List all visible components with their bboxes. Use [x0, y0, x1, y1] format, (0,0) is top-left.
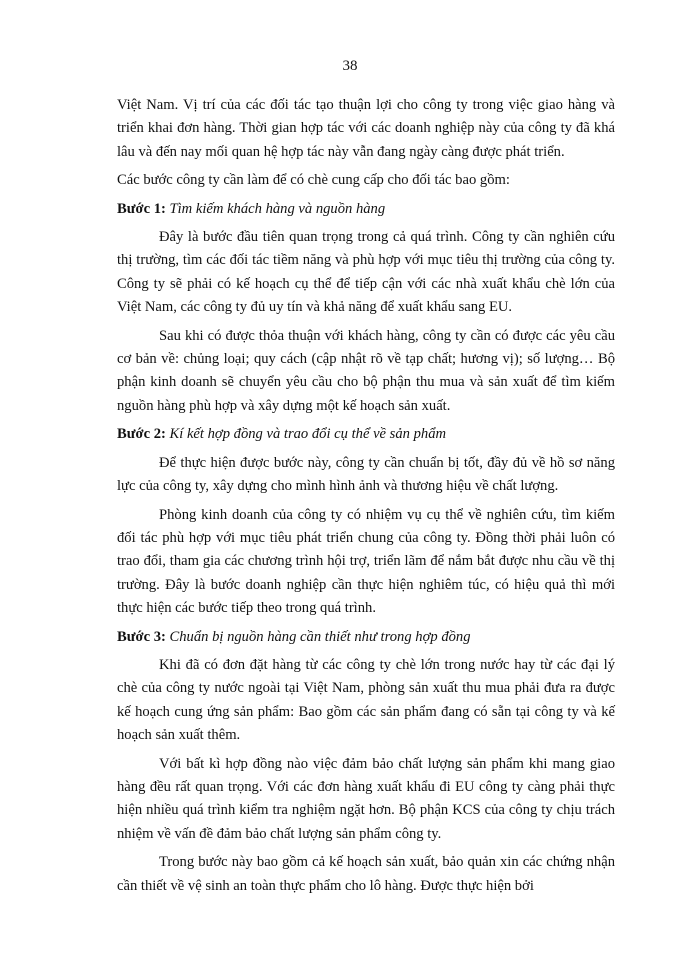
paragraph-step2-a: Để thực hiện được bước này, công ty cần chuẩn bị tốt, đầy đủ về hồ sơ năng lực của công ty, xây dựng cho mình hình ảnh và thương hiệu về chất lượng. [117, 454, 615, 495]
page-number: 38 [342, 58, 358, 74]
step-2-heading [117, 423, 615, 446]
paragraph-steps-intro: Các bước công ty cần làm để có chè cung cấp cho đối tác bao gồm: [117, 172, 510, 189]
document-body [117, 94, 615, 898]
step-1-heading [117, 198, 615, 221]
paragraph-step3-b: Với bất kì hợp đồng nào việc đảm bảo chất lượng sản phẩm khi mang giao hàng đều rất quan trọng. Với các đơn hàng xuất khẩu đi EU công ty càng phải thực hiện nhiều quá trình kiểm tra nghiệm ngặt hơn. Bộ phận KCS của công ty chịu trách nhiệm về vấn đề đảm bảo chất lượng sản phẩm công ty. [117, 755, 615, 842]
step-2-title: Kí kết hợp đồng và trao đổi cụ thể về sản phẩm [169, 426, 447, 443]
step-1-label: Bước 1: [117, 200, 166, 217]
paragraph-step3-a: Khi đã có đơn đặt hàng từ các công ty chè lớn trong nước hay từ các đại lý chè của công ty nước ngoài tại Việt Nam, phòng sản xuất thu mua phải đưa ra được kế hoạch cung ứng sản phẩm: Bao gồm các sản phẩm đang có sẵn tại công ty và kế hoạch sản xuất thêm. [117, 656, 615, 744]
step-3-title: Chuẩn bị nguồn hàng cần thiết như trong hợp đồng [169, 628, 471, 645]
step-3-heading [117, 626, 615, 649]
paragraph-continuation: Việt Nam. Vị trí của các đối tác tạo thuận lợi cho công ty trong việc giao hàng và triển khai đơn hàng. Thời gian hợp tác với các doanh nghiệp này của công ty đã khá lâu và đến nay mối quan hệ hợp tác này vẫn đang ngày càng được phát triển. [117, 97, 615, 160]
step-2-label: Bước 2: [117, 426, 166, 443]
paragraph-step1-a: Đây là bước đầu tiên quan trọng trong cả quá trình. Công ty cần nghiên cứu thị trường, tìm các đối tác tiềm năng và phù hợp với mục tiêu thị trường của công ty. Công ty sẽ phải có kế hoạch cụ thể để tiếp cận với các nhà xuất khẩu chè lớn của Việt Nam, các công ty đủ uy tín và khả năng để xuất khẩu sang EU. [117, 229, 615, 316]
step-1-title: Tìm kiếm khách hàng và nguồn hàng [169, 200, 386, 217]
paragraph-step1-b: Sau khi có được thỏa thuận với khách hàng, công ty cần có được các yêu cầu cơ bản về: chủng loại; quy cách (cập nhật rõ về tạp chất; hương vị); số lượng… Bộ phận kinh doanh sẽ chuyển yêu cầu cho bộ phận thu mua và sản xuất để tìm kiếm nguồn hàng phù hợp và xây dựng một kế hoạch sản xuất. [117, 327, 615, 414]
paragraph-step3-c: Trong bước này bao gồm cả kế hoạch sản xuất, bảo quản xin các chứng nhận cần thiết về vệ sinh an toàn thực phẩm cho lô hàng. Được thực hiện bởi [117, 854, 615, 894]
step-3-label: Bước 3: [117, 628, 166, 645]
paragraph-step2-b: Phòng kinh doanh của công ty có nhiệm vụ cụ thể về nghiên cứu, tìm kiếm đối tác phù hợp với mục tiêu phát triển chung của công ty. Đồng thời phải luôn có trao đổi, tham gia các chương trình hội trợ, triển lãm để nắm bắt được nhu cầu về thị trường. Đây là bước doanh nghiệp cần thực hiện nghiêm túc, có hiệu quả thì mới thực hiện các bước tiếp theo trong quá trình. [117, 506, 615, 617]
